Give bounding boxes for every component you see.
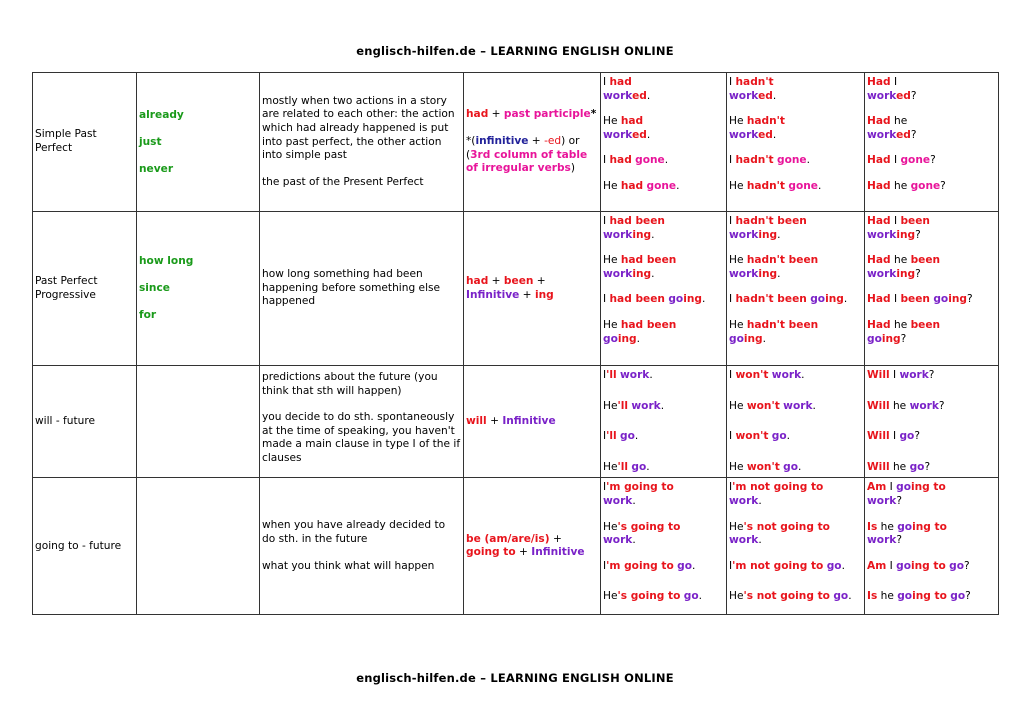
example: Will I go?: [867, 430, 920, 443]
form-part: (: [466, 148, 471, 161]
form-part: +: [519, 546, 528, 559]
example: Had I gone?: [867, 154, 936, 167]
table-row: [33, 212, 999, 366]
positive-examples: [601, 478, 727, 615]
usage-text: the past of the Present Perfect: [262, 175, 424, 188]
form-part: +: [531, 135, 541, 148]
usage-text: how long something had been happening before something else happened: [262, 268, 441, 308]
example: I had worked.: [603, 76, 651, 102]
negative-examples: [727, 366, 865, 478]
signal-word: already: [139, 108, 184, 121]
form: [464, 73, 601, 212]
example: I'm not going to go.: [729, 559, 845, 572]
signal-words: [137, 73, 260, 212]
question-examples: [865, 478, 999, 615]
form-part: be (am/are/is): [466, 532, 550, 545]
example: He won't go.: [729, 460, 802, 473]
example: Had he gone?: [867, 179, 946, 192]
form-part: ) or: [561, 135, 580, 148]
question-examples: [865, 212, 999, 366]
example: I hadn't been going.: [729, 293, 848, 306]
form-part: past participle: [503, 108, 591, 121]
question-examples: [865, 366, 999, 478]
negative-examples: [727, 73, 865, 212]
form-part: +: [552, 532, 562, 545]
form-part: +: [536, 274, 546, 287]
signal-words: [137, 478, 260, 615]
signal-word: since: [139, 282, 170, 294]
example: I won't work.: [729, 369, 805, 381]
form-part: ing: [534, 288, 554, 301]
usage-text: when you have already decided to do sth. in the future: [262, 519, 446, 546]
form-part: +: [491, 108, 501, 121]
form-part: +: [522, 288, 532, 301]
signal-word: just: [139, 135, 162, 148]
example: He had been working.: [603, 254, 677, 280]
example: I'll work.: [603, 369, 653, 381]
example: He hadn't gone.: [729, 179, 822, 192]
question-examples: [865, 73, 999, 212]
example: Am I going to work?: [867, 481, 946, 507]
usage-text: predictions about the future (you think that sth will happen): [262, 371, 438, 397]
example: He hadn't been going.: [729, 318, 819, 345]
example: I hadn't gone.: [729, 154, 810, 167]
tense-name: Past Perfect Progressive: [33, 212, 137, 366]
example: He had been going.: [603, 318, 677, 345]
example: Had he worked?: [867, 115, 917, 141]
tense-name: Simple Past Perfect: [33, 73, 137, 212]
form-part: had: [466, 108, 489, 121]
example: He had gone.: [603, 179, 680, 192]
example: He'll work.: [603, 399, 665, 412]
form-part: 3rd column of table of irregular verbs: [466, 148, 588, 175]
form-part: going to: [466, 546, 516, 559]
example: Had he been going?: [867, 318, 941, 345]
form-part: ): [570, 162, 576, 175]
form-part: will: [466, 414, 487, 427]
example: Is he going to go?: [867, 590, 971, 603]
usage: [260, 212, 464, 366]
example: He hadn't been working.: [729, 254, 819, 280]
usage-text: mostly when two actions in a story are related to each other: the action which had already happened is put into past perfect, the other action into simple past: [262, 94, 455, 162]
usage: [260, 73, 464, 212]
tenses-table: [32, 72, 999, 615]
example: Is he going to work?: [867, 520, 947, 547]
example: Had I been working?: [867, 215, 930, 241]
positive-examples: [601, 73, 727, 212]
signal-word: how long: [139, 255, 194, 267]
page-footer: englisch-hilfen.de – LEARNING ENGLISH ONLINE: [356, 671, 674, 685]
example: I'm not going to work.: [729, 481, 824, 507]
usage-text: you decide to do sth. spontaneously at the time of speaking, you haven't made a main clause in type I of the if clauses: [262, 411, 461, 464]
example: He's going to work.: [603, 520, 681, 547]
form-part: -ed: [544, 135, 562, 148]
positive-examples: [601, 212, 727, 366]
example: I'm going to go.: [603, 559, 696, 572]
page-header: englisch-hilfen.de – LEARNING ENGLISH ONLINE: [356, 44, 674, 58]
example: I had been going.: [603, 293, 706, 306]
example: Will he work?: [867, 399, 945, 412]
form: [464, 366, 601, 478]
example: I hadn't worked.: [729, 76, 777, 102]
form-part: *(: [466, 135, 476, 148]
example: He hadn't worked.: [729, 115, 785, 141]
example: I hadn't been working.: [729, 215, 807, 241]
example: I'll go.: [603, 430, 639, 443]
positive-examples: [601, 366, 727, 478]
table-row: [33, 73, 999, 212]
form-part: *: [590, 108, 597, 121]
example: Will I work?: [867, 369, 935, 381]
example: Am I going to go?: [867, 559, 970, 572]
example: I won't go.: [729, 430, 791, 443]
form-part: Infinitive: [466, 288, 520, 301]
form-part: been: [503, 274, 534, 287]
example: He's not going to work.: [729, 520, 830, 547]
example: Had he been working?: [867, 254, 941, 280]
signal-words: [137, 366, 260, 478]
signal-words: [137, 212, 260, 366]
form-part: Infinitive: [531, 546, 585, 559]
form-part: Infinitive: [502, 414, 556, 427]
example: I had gone.: [603, 154, 669, 167]
form-part: infinitive: [475, 135, 529, 148]
negative-examples: [727, 478, 865, 615]
form-part: +: [490, 414, 499, 427]
tense-name: will - future: [33, 366, 137, 478]
example: He had worked.: [603, 115, 651, 141]
example: He's not going to go.: [729, 590, 852, 603]
usage: [260, 478, 464, 615]
tense-name: going to - future: [33, 478, 137, 615]
signal-word: never: [139, 162, 174, 175]
example: He'll go.: [603, 460, 650, 473]
form: [464, 478, 601, 615]
example: He won't work.: [729, 399, 816, 412]
form: [464, 212, 601, 366]
form-part: had: [466, 274, 489, 287]
form-part: +: [491, 274, 501, 287]
example: I'm going to work.: [603, 481, 674, 507]
example: Had I worked?: [867, 76, 917, 102]
example: Will he go?: [867, 460, 931, 473]
table-row: [33, 366, 999, 478]
negative-examples: [727, 212, 865, 366]
example: Had I been going?: [867, 293, 973, 306]
usage-text: what you think what will happen: [262, 559, 435, 572]
example: He's going to go.: [603, 590, 702, 603]
usage: [260, 366, 464, 478]
table-row: [33, 478, 999, 615]
example: I had been working.: [603, 215, 665, 241]
signal-word: for: [139, 309, 157, 321]
